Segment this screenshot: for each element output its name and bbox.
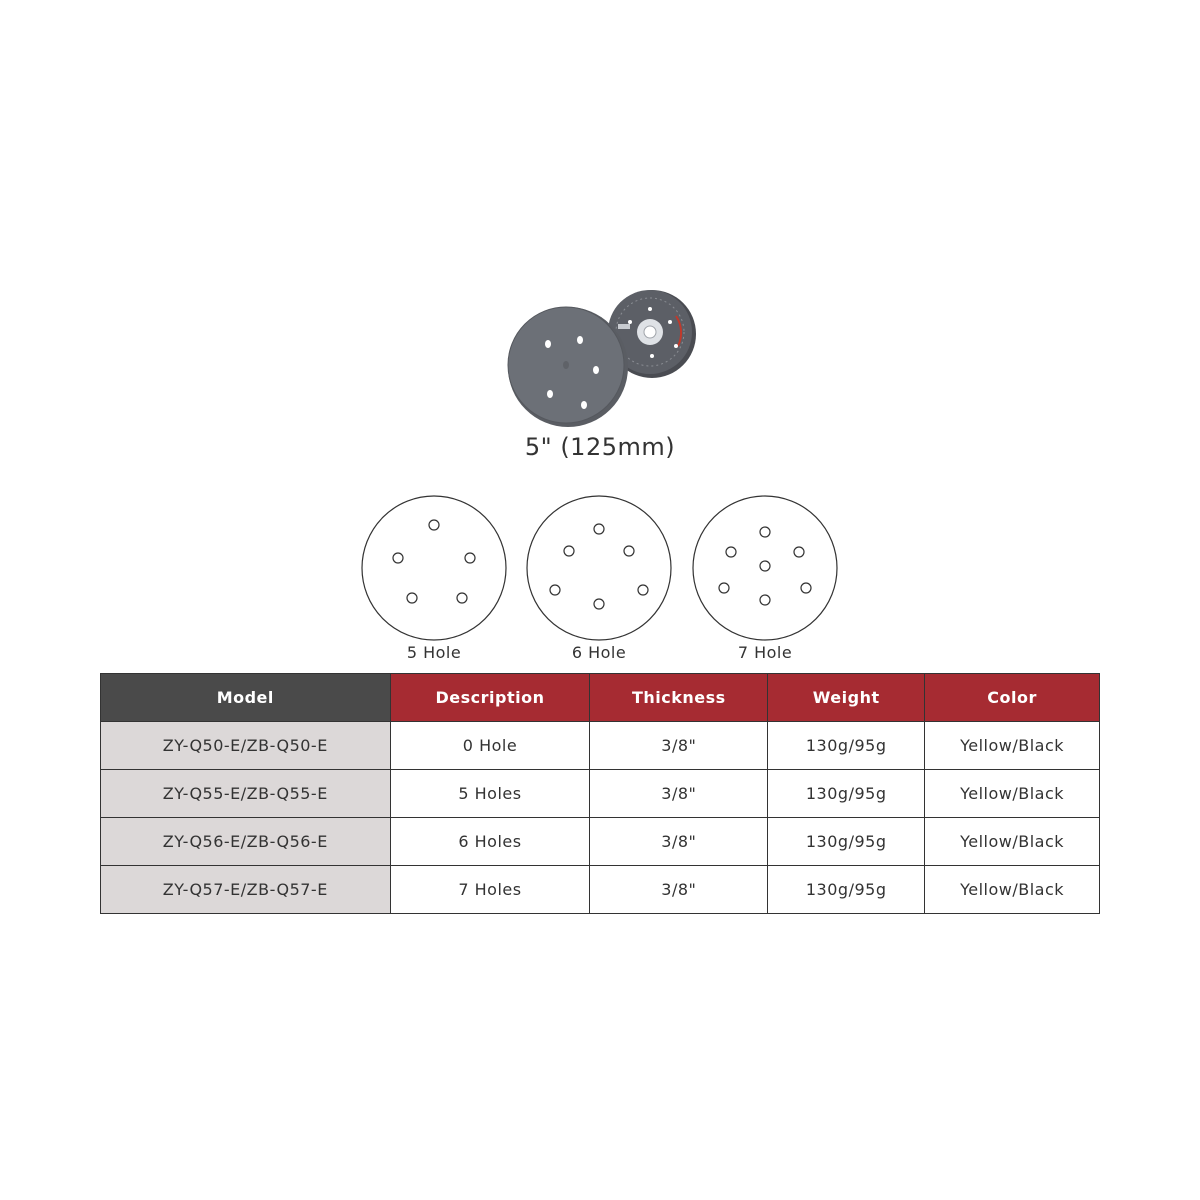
cell-description: 5 Holes <box>390 770 590 818</box>
header-model: Model <box>101 674 391 722</box>
table-row <box>101 866 1100 914</box>
cell-model: ZY-Q50-E/ZB-Q50-E <box>101 722 391 770</box>
cell-weight: 130g/95g <box>768 722 925 770</box>
cell-thickness: 3/8" <box>590 722 768 770</box>
table-header-row <box>101 674 1100 722</box>
cell-description: 0 Hole <box>390 722 590 770</box>
hole-pattern-6-icon <box>524 493 674 643</box>
cell-weight: 130g/95g <box>768 770 925 818</box>
table-row <box>101 818 1100 866</box>
cell-description: 6 Holes <box>390 818 590 866</box>
cell-model: ZY-Q56-E/ZB-Q56-E <box>101 818 391 866</box>
cell-thickness: 3/8" <box>590 866 768 914</box>
spec-table <box>100 673 1100 914</box>
table-row <box>101 722 1100 770</box>
cell-color: Yellow/Black <box>925 818 1100 866</box>
cell-thickness: 3/8" <box>590 818 768 866</box>
cell-model: ZY-Q57-E/ZB-Q57-E <box>101 866 391 914</box>
table-row <box>101 770 1100 818</box>
cell-description: 7 Holes <box>390 866 590 914</box>
cell-color: Yellow/Black <box>925 722 1100 770</box>
cell-color: Yellow/Black <box>925 770 1100 818</box>
hole-pattern-7-icon <box>690 493 840 643</box>
pattern-label: 5 Hole <box>406 643 462 662</box>
header-thickness: Thickness <box>590 674 768 722</box>
pattern-6-hole <box>524 493 674 662</box>
cell-weight: 130g/95g <box>768 866 925 914</box>
pattern-label: 7 Hole <box>737 643 793 662</box>
pattern-7-hole <box>690 493 840 662</box>
cell-thickness: 3/8" <box>590 770 768 818</box>
hole-pattern-5-icon <box>359 493 509 643</box>
header-weight: Weight <box>768 674 925 722</box>
cell-model: ZY-Q55-E/ZB-Q55-E <box>101 770 391 818</box>
cell-weight: 130g/95g <box>768 818 925 866</box>
header-description: Description <box>390 674 590 722</box>
product-size-title: 5" (125mm) <box>524 433 676 461</box>
pattern-label: 6 Hole <box>571 643 627 662</box>
header-color: Color <box>925 674 1100 722</box>
backing-pad-photo <box>500 284 710 434</box>
cell-color: Yellow/Black <box>925 866 1100 914</box>
pattern-5-hole <box>359 493 509 662</box>
